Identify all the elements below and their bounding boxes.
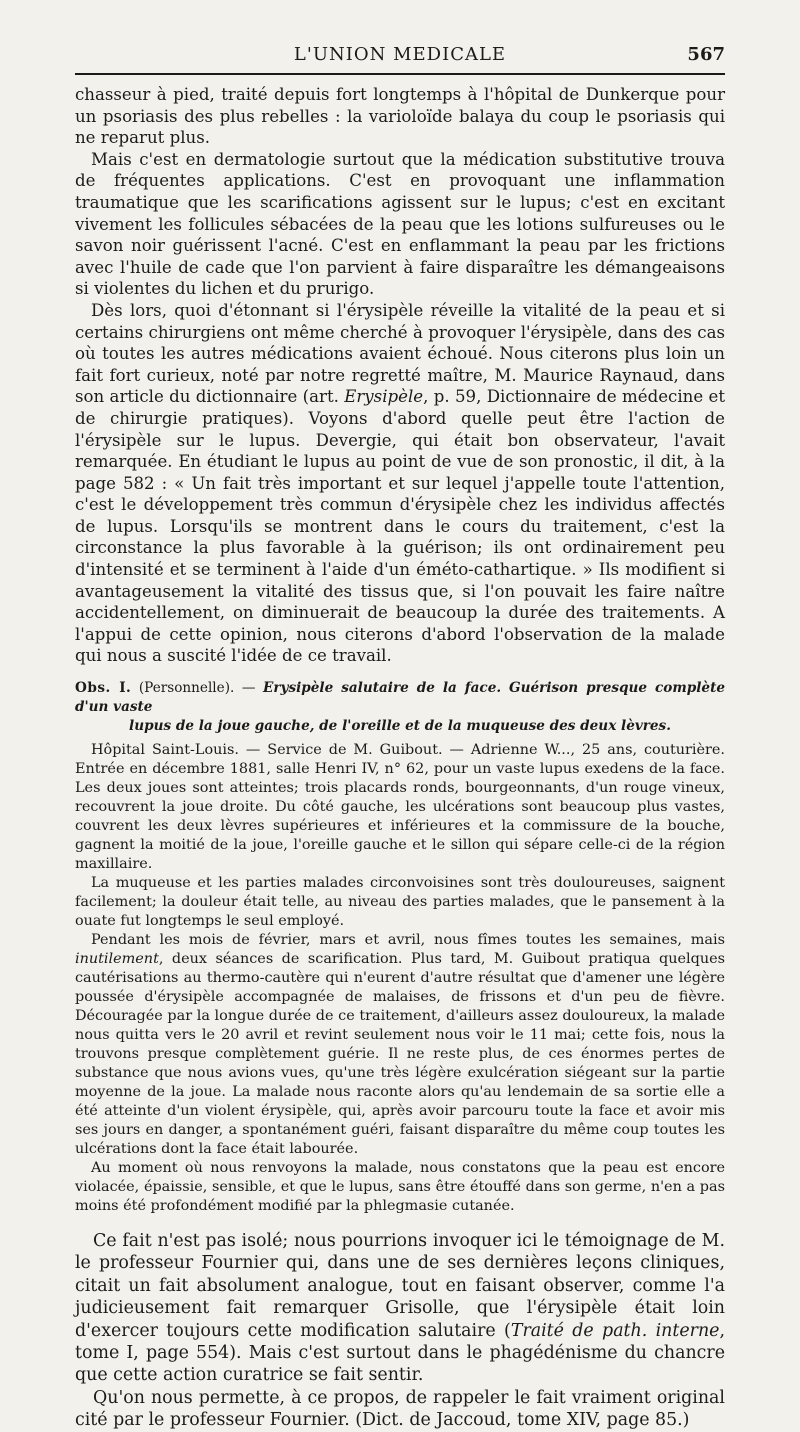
closing-paragraph-1-italic: Traité de path. interne: [510, 1320, 720, 1341]
observation-title-line1: Erysipèle salutaire de la face. Guérison presque complète d'un vaste: [75, 680, 726, 716]
closing-paragraph-1: [75, 1230, 725, 1387]
observation-paragraph-3-italic: inutilement: [75, 951, 159, 968]
observation-paragraph-4: Au moment où nous renvoyons la malade, nous constatons que la peau est encore violacée, épaissie, sensible, et que le lupus, sans être étouffé dans son germe, n'en a pas moins été profondément modifié par la phlegmasie cutanée.: [75, 1160, 725, 1215]
closing-paragraph-1-part-a: Ce fait n'est pas isolé; nous pourrions invoquer ici le témoignage de M. le professeur Fournier qui, dans une de ses dernières leçons cliniques, citait un fait absolument analogue, tout en faisant observer, comme l'a judicieusement fait remarquer Grisolle, que l'érysipèle était loin d'exercer toujours cette modification salutaire (: [75, 1231, 725, 1341]
page-number: 567: [687, 44, 725, 65]
observation-label: Obs. I.: [75, 680, 132, 697]
paragraph-3-part-b: , p. 59, Dictionnaire de médecine et de chirurgie pratiques). Voyons d'abord quelle peut être l'action de l'érysipèle sur le lupus. Devergie, qui était bon observateur, l'avait remarquée. En étudiant le lupus au point de vue de son pronostic, il dit, à la page 582 : « Un fait très important et sur lequel j'appelle toute l'attention, c'est le développement très commun d'érysipèle chez les individus affectés de lupus. Lorsqu'ils se montrent dans le cours du traitement, c'est la circonstance la plus favorable à la guérison; ils ont ordinairement peu d'intensité et se terminent à l'aide d'un éméto-cathartique. » Ils modifient si avantageusement la vitalité des tissus que, si l'on pouvait les faire naître accidentellement, on diminuerait de beaucoup la durée des traitements. A l'appui de cette opinion, nous citerons d'abord l'observation de la malade qui nous a suscité l'idée de ce travail.: [75, 387, 725, 666]
paragraph-3-italic: Erysipèle: [344, 387, 424, 407]
observation-section: [75, 679, 725, 1216]
paragraph-3-part-a: Dès lors, quoi d'étonnant si l'érysipèle réveille la vitalité de la peau et si certains chirurgiens ont même cherché à provoquer l'érysipèle, dans des cas où toutes les autres médications avaient échoué. Nous citerons plus loin un fait fort curieux, noté par notre regretté maître, M. Maurice Raynaud, dans son article du dictionnaire (art.: [75, 300, 725, 407]
header-rule: [75, 73, 725, 75]
observation-paragraph-1: Hôpital Saint-Louis. — Service de M. Guibout. — Adrienne W..., 25 ans, couturière. Entrée en décembre 1881, salle Henri IV, n° 62, pour un vaste lupus exedens de la face. Les deux joues sont atteintes; trois placards ronds, bourgeonnants, d'un rouge vineux, recouvrent la joue droite. Du côté gauche, les ulcérations sont beaucoup plus vastes, couvrent les deux lèvres supérieures et inférieures et la commissure de la bouche, gagnent la moitié de la joue, l'oreille gauche et le sillon qui sépare celle-ci de la région maxillaire.: [75, 742, 725, 873]
paragraph-2: Mais c'est en dermatologie surtout que la médication substitutive trouva de fréquentes applications. C'est en provoquant une inflammation traumatique que les scarifications agissent sur le lupus; c'est en excitant vivement les follicules sébacées de la peau que les lotions sulfureuses ou le savon noir guérissent l'acné. C'est en enflammant la peau par les frictions avec l'huile de cade que l'on parvient à faire disparaître les démangeaisons si violentes du lichen et du prurigo.: [75, 149, 725, 299]
running-head: [75, 42, 725, 72]
observation-title-line2: lupus de la joue gauche, de l'oreille et de la muqueuse des deux lèvres.: [129, 718, 671, 735]
observation-paragraph-3: [75, 931, 725, 1159]
observation-body: [75, 741, 725, 1216]
observation-paragraph-3-part-a: Pendant les mois de février, mars et avril, nous fîmes toutes les semaines, mais: [91, 932, 725, 949]
section-gap: [75, 1216, 725, 1230]
paragraph-3: [75, 300, 725, 667]
closing-paragraph-1-part-b: , tome I, page 554). Mais c'est surtout dans le phagédénisme du chancre que cette action curatrice se fait sentir.: [75, 1320, 725, 1386]
text-column: [75, 84, 725, 1432]
observation-paragraph-2: La muqueuse et les parties malades circonvoisines sont très douloureuses, saignent facilement; la douleur était telle, au niveau des parties malades, que le pansement à la ouate fut longtemps le seul employé.: [75, 875, 725, 930]
closing-paragraph-2: Qu'on nous permette, à ce propos, de rappeler le fait vraiment original cité par le professeur Fournier. (Dict. de Jaccoud, tome XIV, page 85.): [75, 1387, 725, 1431]
paragraph-1: chasseur à pied, traité depuis fort longtemps à l'hôpital de Dunkerque pour un psoriasis des plus rebelles : la varioloïde balaya du coup le psoriasis qui ne reparut plus.: [75, 85, 725, 148]
observation-author: (Personnelle). —: [138, 680, 256, 697]
closing-section: [75, 1230, 725, 1432]
observation-heading: [75, 679, 725, 717]
journal-title: L'UNION MEDICALE: [293, 44, 507, 65]
body-section: [75, 84, 725, 667]
observation-paragraph-3-part-b: , deux séances de scarification. Plus tard, M. Guibout pratiqua quelques cautérisations au thermo-cautère qui n'eurent d'autre résultat que d'amener une légère poussée d'érysipèle accompagnée de malaises, de frissons et d'un peu de fièvre. Découragée par la longue durée de ce traitement, d'ailleurs assez douloureux, la malade nous quitta vers le 20 avril et revint seulement nous voir le 11 mai; cette fois, nous la trouvons presque complètement guérie. Il ne reste plus, de ces énormes pertes de substance que nous avions vues, qu'une très légère exulcération siégeant sur la partie moyenne de la joue. La malade nous raconte alors qu'au lendemain de sa sortie elle a été atteinte d'un violent érysipèle, qui, après avoir parcouru toute la face et avoir mis ses jours en danger, a spontanément guéri, faisant disparaître du même coup toutes les ulcérations dont la face était labourée.: [75, 951, 725, 1158]
